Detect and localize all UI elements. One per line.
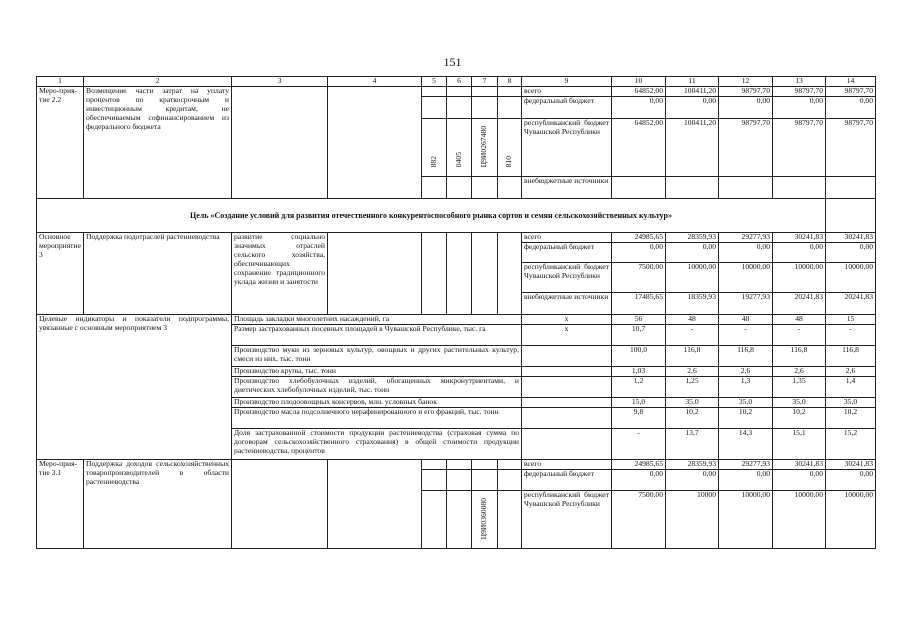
value-cell: 48 [666,315,719,325]
value-cell: 9,8 [612,408,666,429]
indicator-name: Производство хлебобулочных изделий, обогащенных микронутриентами, и диетических хлебобулочных изделий, тыс. тонн [232,377,522,398]
value-cell: 1,4 [826,377,876,398]
value-cell: 98797,70 [773,119,826,177]
col-header: 12 [719,77,773,87]
value-cell: 64852,00 [612,119,666,177]
value-cell: 10000,00 [826,263,876,293]
value-cell: 28359,93 [666,233,719,243]
code-cell: 810 [504,155,514,168]
value-cell: 0,00 [826,470,876,491]
value-cell: 15,2 [826,429,876,460]
table-row [37,87,876,97]
value-cell: 2,6 [719,367,773,377]
value-cell: 29277,93 [719,460,773,470]
measure-description: Возмещение части затрат на уплату процентов по краткосрочным и инвестиционным кредитам, не обеспечиваемым софинансированием из федерального бюджета [84,87,232,199]
value-cell: 0,00 [612,470,666,491]
header-row [37,77,876,87]
value-cell: 100411,20 [666,87,719,97]
value-cell: 98797,70 [773,87,826,97]
code-cell: Ц9И0360080 [479,497,489,540]
value-cell: 1,2 [612,377,666,398]
value-cell: 10000,00 [666,263,719,293]
indicator-x: x [522,315,612,325]
indicator-name: Производство крупы, тыс. тонн [232,367,522,377]
table-row [37,233,876,243]
value-cell: 116,8 [719,346,773,367]
col-header: 1 [37,77,84,87]
value-cell: 15,1 [773,429,826,460]
code-cell: 0405 [453,151,463,168]
value-cell: - [719,325,773,346]
value-cell: 0,00 [666,470,719,491]
value-cell: 0,00 [666,97,719,119]
value-cell: 116,8 [826,346,876,367]
value-cell: 116,8 [773,346,826,367]
value-cell: 17485,65 [612,293,666,315]
indicators-label: Целевые индикаторы и показатели подпрограммы, увязанные с основным мероприятием 3 [37,315,232,460]
value-cell: 100,0 [612,346,666,367]
col-header: 5 [422,77,447,87]
value-cell: 0,00 [612,243,666,263]
value-cell: 35,0 [773,398,826,408]
col-header: 7 [472,77,498,87]
value-cell: 0,00 [773,97,826,119]
value-cell: 10000,00 [719,491,773,549]
value-cell: 35,0 [666,398,719,408]
value-cell: 98797,70 [826,119,876,177]
col-header: 10 [612,77,666,87]
value-cell: 35,0 [826,398,876,408]
goal-row [37,199,876,233]
value-cell: 98797,70 [826,87,876,97]
value-cell: 2,6 [826,367,876,377]
page-number: 151 [443,55,462,69]
value-cell: 98797,70 [719,87,773,97]
col-header: 11 [666,77,719,87]
value-cell: 30241,83 [826,460,876,470]
value-cell: 98797,70 [719,119,773,177]
funding-source: всего [522,233,612,243]
value-cell: 24985,65 [612,460,666,470]
value-cell: - [612,429,666,460]
value-cell: 48 [773,315,826,325]
value-cell: 13,7 [666,429,719,460]
value-cell: 10000,00 [826,491,876,549]
indicator-row [37,315,876,325]
code-cell: 882 [428,155,438,168]
col-header: 14 [826,77,876,87]
col-header: 4 [328,77,422,87]
indicator-x [522,346,612,367]
value-cell: 0,00 [719,470,773,491]
value-cell: 19277,93 [719,293,773,315]
indicator-x [522,367,612,377]
value-cell: 0,00 [719,243,773,263]
indicator-name: Производство плодоовощных консервов, млн. условных банок [232,398,522,408]
indicator-x [522,377,612,398]
value-cell: 30241,83 [773,233,826,243]
value-cell: - [666,325,719,346]
col-header: 6 [447,77,472,87]
indicator-name: Производство масла подсолнечного нерафинированного и его фракций, тыс. тонн [232,408,522,429]
budget-table [36,76,876,549]
value-cell: 0,00 [719,97,773,119]
value-cell: 1,03 [612,367,666,377]
col-header: 2 [84,77,232,87]
value-cell: 1,25 [666,377,719,398]
indicator-x [522,408,612,429]
value-cell: 35,0 [719,398,773,408]
value-cell: 64852,00 [612,87,666,97]
value-cell: 2,6 [773,367,826,377]
col-header: 3 [232,77,328,87]
funding-source: всего [522,460,612,470]
value-cell: 10,2 [826,408,876,429]
indicator-name: Площадь закладки многолетних насаждений, га [232,315,522,325]
funding-source: федеральный бюджет [522,97,612,119]
value-cell: 10,2 [773,408,826,429]
value-cell: 15,0 [612,398,666,408]
goal-description: развитие социально значимых отраслей сельского хозяйства, обеспечивающих сохранение традиционного уклада жизни и занятости [232,233,328,315]
value-cell: 0,00 [826,97,876,119]
value-cell: 10,2 [666,408,719,429]
table-row [37,460,876,470]
code-cell: Ц9И0267480 [479,125,489,168]
funding-source: всего [522,87,612,97]
value-cell: 10000,00 [773,491,826,549]
value-cell: 10000,00 [719,263,773,293]
value-cell: 56 [612,315,666,325]
value-cell: - [826,325,876,346]
value-cell: 28359,93 [666,460,719,470]
value-cell: 24985,65 [612,233,666,243]
value-cell: 7500,00 [612,263,666,293]
value-cell: 20241,83 [773,293,826,315]
value-cell: 116,8 [666,346,719,367]
value-cell: 100411,20 [666,119,719,177]
value-cell: 0,00 [773,470,826,491]
col-header: 13 [773,77,826,87]
value-cell: 18359,93 [666,293,719,315]
indicator-x: x [522,325,612,346]
col-header: 9 [522,77,612,87]
value-cell: 20241,83 [826,293,876,315]
indicator-x [522,429,612,460]
funding-source: республиканский бюджет Чувашской Республики [522,119,612,177]
value-cell: 10,2 [719,408,773,429]
value-cell: 30241,83 [773,460,826,470]
value-cell: 10000 [666,491,719,549]
value-cell: 1,35 [773,377,826,398]
funding-source: внебюджетные источники [522,177,612,199]
value-cell: 0,00 [773,243,826,263]
value-cell: 29277,93 [719,233,773,243]
measure-name: Основное мероприятие 3 [37,233,84,315]
value-cell: 7500,00 [612,491,666,549]
value-cell: 0,00 [826,243,876,263]
value-cell: 10,7 [612,325,666,346]
funding-source: внебюджетные источники [522,293,612,315]
indicator-x [522,398,612,408]
value-cell: 30241,83 [826,233,876,243]
value-cell: 10000,00 [773,263,826,293]
col-header: 8 [498,77,522,87]
measure-description: Поддержка доходов сельскохозяйственных товаропроизводителей в области растениеводства [84,460,232,549]
value-cell: 1,3 [719,377,773,398]
funding-source: республиканский бюджет Чувашской Республики [522,491,612,549]
value-cell: 0,00 [612,97,666,119]
funding-source: федеральный бюджет [522,470,612,491]
measure-name: Меро-прия-тие 2.2 [37,87,84,199]
value-cell: 14,3 [719,429,773,460]
value-cell: 0,00 [666,243,719,263]
measure-name: Меро-прия-тие 3.1 [37,460,84,549]
indicator-name: Доля застрахованной стоимости продукции растениеводства (страховая сумма по договорам сельскохозяйственного страхования) в общей стоимости продукции растениеводства, процентов [232,429,522,460]
measure-description: Поддержка подотраслей растениеводства [84,233,232,315]
funding-source: республиканский бюджет Чувашской Республики [522,263,612,293]
value-cell: 15 [826,315,876,325]
funding-source: федеральный бюджет [522,243,612,263]
indicator-name: Размер застрахованных посевных площадей в Чувашской Республике, тыс. га [232,325,522,346]
value-cell: - [773,325,826,346]
goal-title: Цель «Создание условий для развития отечественного конкурентоспособного рынка сортов и семян сельскохозяйственных культур» [37,199,826,233]
value-cell: 2,6 [666,367,719,377]
value-cell: 48 [719,315,773,325]
indicator-name: Производство муки из зерновых культур, овощных и других растительных культур, смеси из них, тыс. тонн [232,346,522,367]
